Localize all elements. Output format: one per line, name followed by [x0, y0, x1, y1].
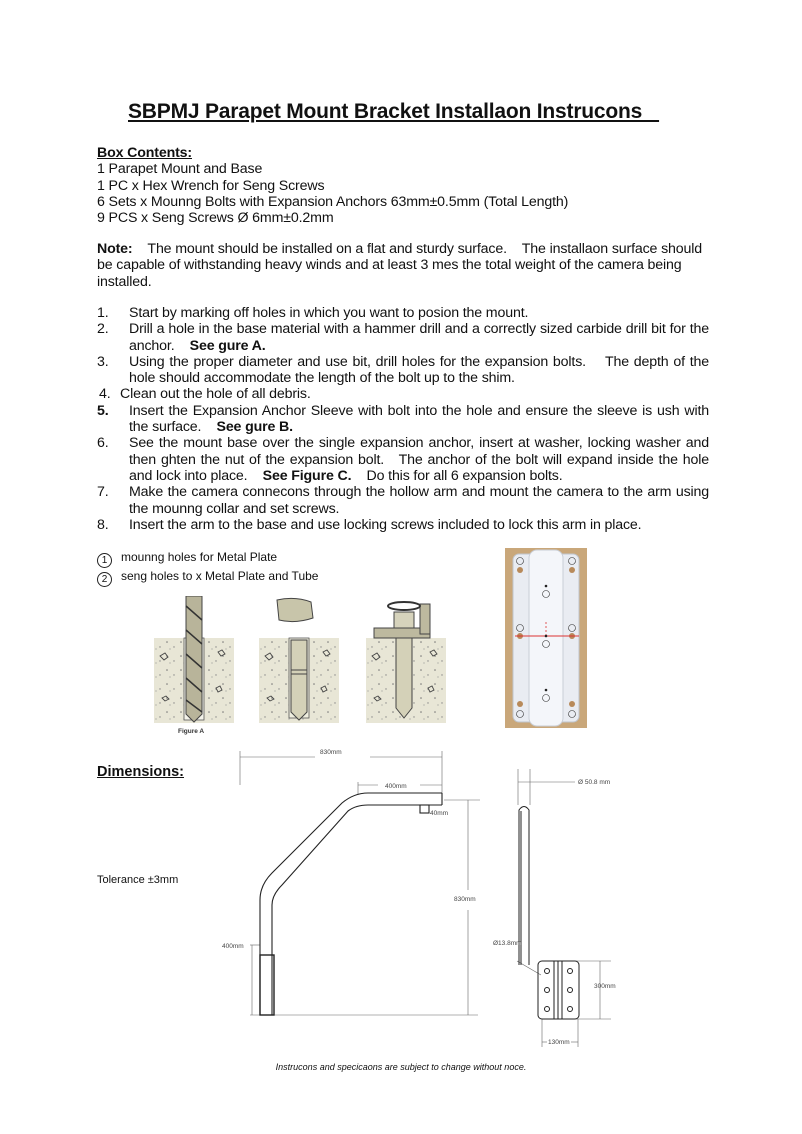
dim-top-arm-length: 400mm: [385, 783, 407, 790]
legend-text: seng holes to x Metal Plate and Tube: [121, 569, 319, 583]
box-item: 1 Parapet Mount and Base: [97, 161, 263, 178]
step-text: Start by marking off holes in which you want to posion the mount.: [129, 305, 529, 321]
step-item: [97, 517, 709, 533]
step-text: See the mount base over the single expansion anchor, insert at washer, locking washer and then ghten the nut of the expansion bolt. The anchor of the bolt will expand inside the hole and lock into place.: [129, 435, 713, 484]
dim-hole-diameter: Ø13.8mm: [493, 940, 522, 947]
step-text: Insert the Expansion Anchor Sleeve with bolt into the hole and ensure the sleeve is ush with the surface.: [129, 402, 713, 436]
step-item: [97, 353, 713, 387]
figure-reference: See gure A.: [189, 337, 266, 354]
hole-legend: [97, 549, 318, 587]
box-item: 9 PCS x Seng Screws Ø 6mm±0.2mm: [97, 210, 334, 227]
front-view-drawing: [485, 765, 635, 1050]
step-item: [97, 484, 709, 517]
step-item: [97, 435, 713, 484]
step-number: 5.: [97, 402, 109, 419]
step-number: 6.: [97, 435, 109, 452]
figure-reference: See gure B.: [216, 419, 293, 436]
side-view-drawing: [220, 745, 490, 1045]
step-item: [99, 386, 709, 402]
circled-number-icon: 1: [97, 553, 112, 568]
circled-number-icon: 2: [97, 572, 112, 587]
step-text: Drill a hole in the base material with a hammer drill and a correctly sized carbide drill bit for the anchor.: [129, 321, 713, 354]
step-number: 2.: [97, 321, 109, 338]
step-item: [97, 305, 709, 321]
step-text: Clean out the hole of all debris.: [120, 386, 311, 403]
note-label: Note:: [97, 241, 133, 257]
dim-overall-height: 830mm: [454, 896, 476, 903]
note-paragraph: [97, 241, 709, 290]
step-item: [97, 402, 713, 436]
figure-c-bolt-image: [366, 602, 446, 723]
legend-text: mounng holes for Metal Plate: [121, 550, 278, 564]
figure-reference: See Figure C.: [262, 467, 352, 484]
footer-disclaimer: Instrucons and specicaons are subject to change without noce.: [275, 1062, 527, 1072]
dim-tube-diameter: Ø 50.8 mm: [578, 779, 611, 786]
step-number: 7.: [97, 484, 109, 501]
step-number: 3.: [97, 353, 109, 370]
dim-tip-drop: 40mm: [430, 810, 449, 817]
dim-plate-width: 130mm: [548, 1039, 570, 1046]
installation-steps: [97, 305, 713, 533]
box-contents: [97, 145, 709, 226]
tolerance-label: Tolerance ±3mm: [97, 874, 179, 886]
figure-a-caption: Figure A: [178, 728, 205, 735]
step-number: 8.: [97, 516, 109, 533]
page-title: SBPMJ Parapet Mount Bracket Installaon Instrucons: [128, 100, 660, 123]
legend-item: [97, 568, 318, 587]
dim-plate-height: 300mm: [594, 983, 616, 990]
step-item: [97, 321, 713, 354]
figure-a-drill-image: [154, 596, 234, 735]
note-text: The mount should be installed on a flat and sturdy surface. The installaon surface should be capable of withstanding heavy winds and at least 3 mes the total weight of the camera being installed.: [97, 241, 706, 290]
box-item: 1 PC x Hex Wrench for Seng Screws: [97, 177, 325, 194]
dim-base-height: 400mm: [222, 943, 244, 950]
legend-item: [97, 549, 318, 568]
step-text: Insert the arm to the base and use locking screws included to lock this arm in place.: [129, 516, 642, 533]
step-number: 4.: [99, 386, 111, 403]
step-text: Using the proper diameter and use bit, drill holes for the expansion bolts. The depth of the hole should accommodate the length of the bolt up to the shim.: [129, 353, 713, 387]
dimensions-heading: Dimensions:: [97, 764, 185, 780]
step-text-after: Do this for all 6 expansion bolts.: [351, 467, 563, 484]
base-plate-photo: [505, 548, 587, 728]
figure-b-sleeve-image: [259, 598, 339, 723]
box-item: 6 Sets x Mounng Bolts with Expansion Anchors 63mm±0.5mm (Total Length): [97, 193, 569, 210]
dim-overall-width: 830mm: [320, 749, 342, 756]
step-number: 1.: [97, 305, 109, 321]
anchor-installation-figures: [150, 596, 450, 741]
box-contents-heading: Box Contents:: [97, 145, 192, 161]
step-text: Make the camera connecons through the hollow arm and mount the camera to the arm using the mounng collar and set screws.: [129, 484, 709, 517]
